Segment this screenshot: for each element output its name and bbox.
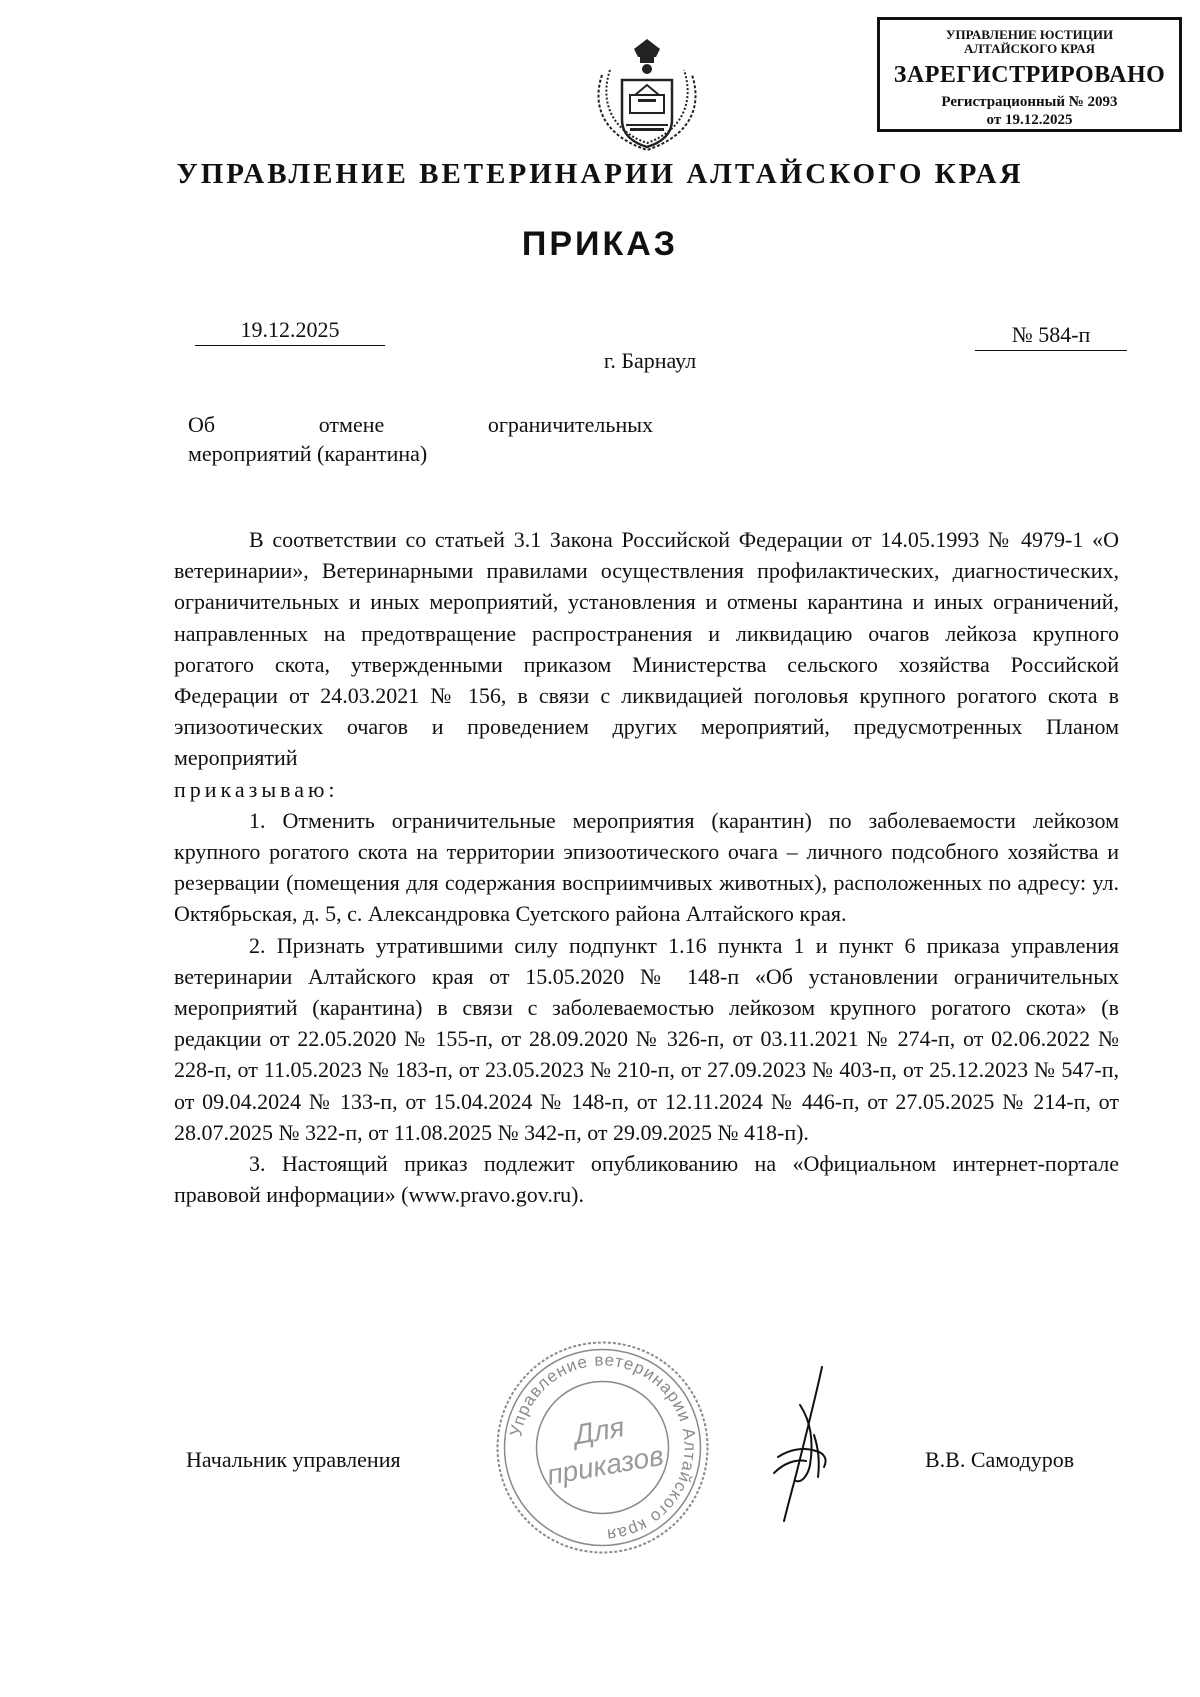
handwritten-signature-icon (770, 1365, 840, 1525)
signatory-name: В.В. Самодуров (925, 1447, 1075, 1472)
organization-title: УПРАВЛЕНИЕ ВЕТЕРИНАРИИ АЛТАЙСКОГО КРАЯ (176, 158, 1024, 190)
registration-number: Регистрационный № 2093 от 19.12.2025 (941, 94, 1118, 128)
document-city: г. Барнаул (603, 348, 697, 373)
svg-text:приказов: приказов (544, 1439, 666, 1491)
item-3-paragraph: 3. Настоящий приказ подлежит опубликованию на «Официальном интернет-портале правовой информации» (www.pravo.gov.ru). (174, 1151, 1119, 1208)
document-date: 19.12.2025 (195, 317, 385, 346)
order-word: приказываю: (174, 776, 339, 802)
organization-seal-icon (490, 1335, 715, 1560)
registration-status: ЗАРЕГИСТРИРОВАНО (893, 62, 1166, 88)
document-type: ПРИКАЗ (521, 225, 679, 263)
preamble-paragraph: В соответствии со статьей 3.1 Закона Российской Федерации от 14.05.1993 № 4979-1 «О ветеринарии», Ветеринарными правилами осуществления профилактических, диагностических, ограничительных и иных мероприятий, установления и отмены карантина и иных ограничений, направленных на предотвращение распространения и ликвидацию очагов лейкоза крупного рогатого скота, утвержденными приказом Министерства сельского хозяйства Российской Федерации от 24.03.2021 № 156, в связи с ликвидацией поголовья крупного рогатого скота в эпизоотических очагов и проведением других мероприятий, предусмотренных Планом мероприятий (174, 527, 1119, 771)
svg-text:Управление ветеринарии Алтайск: Управление ветеринарии Алтайского края (506, 1350, 700, 1545)
coat-of-arms-icon (590, 35, 705, 155)
svg-text:Для: Для (571, 1411, 627, 1451)
document-body (174, 524, 1119, 1210)
item-1-paragraph: 1. Отменить ограничительные мероприятия (карантин) по заболеваемости лейкозом крупного рогатого скота на территории эпизоотического очага – личного подсобного хозяйства и резервации (помещения для содержания восприимчивых животных), расположенных по адресу: ул. Октябрьская, д. 5, с. Александровка Суетского района Алтайского края. (174, 807, 1119, 927)
registration-org: УПРАВЛЕНИЕ ЮСТИЦИИ АЛТАЙСКОГО КРАЯ (945, 27, 1114, 56)
item-2-paragraph: 2. Признать утратившими силу подпункт 1.16 пункта 1 и пункт 6 приказа управления ветеринарии Алтайского края от 15.05.2020 № 148-п «Об установлении ограничительных мероприятий (карантина) в связи с заболеваемостью лейкозом крупного рогатого скота» (в редакции от 22.05.2020 № 155-п, от 28.09.2020 № 326-п, от 03.11.2021 № 274-п, от 02.06.2022 № 228-п, от 11.05.2023 № 183-п, от 23.05.2023 № 210-п, от 27.09.2023 № 403-п, от 25.12.2023 № 547-п, от 09.04.2024 № 133-п, от 15.04.2024 № 148-п, от 12.11.2024 № 446-п, от 27.05.2025 № 214-п, от 28.07.2025 № 322-п, от 11.08.2025 № 342-п, от 29.09.2025 № 418-п). (174, 932, 1119, 1145)
signatory-position: Начальник управления (186, 1447, 401, 1472)
document-subject: Об отмене ограничительных мероприятий (карантина) (188, 412, 653, 466)
document-number: № 584-п (975, 322, 1127, 351)
registration-stamp (877, 17, 1182, 132)
